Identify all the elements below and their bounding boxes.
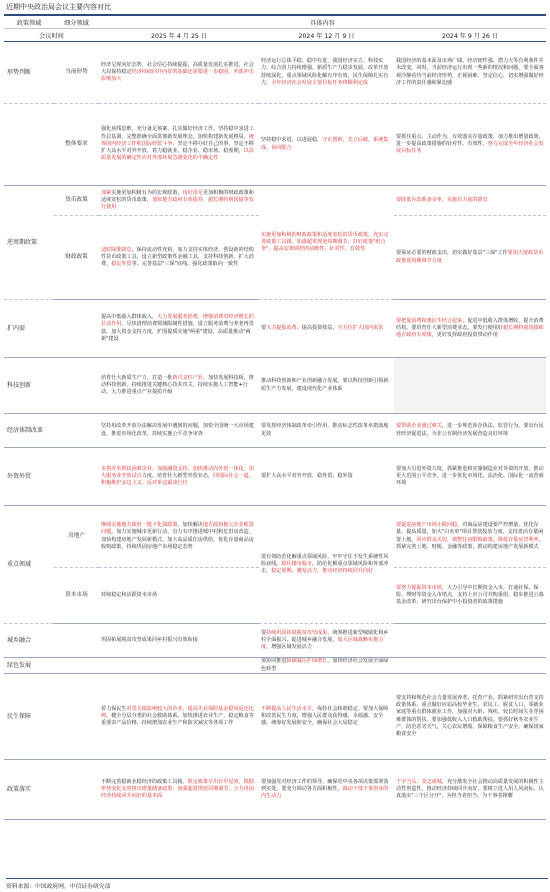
content-2024-09-26 <box>394 506 546 568</box>
sub-area-cell: 当前形势 <box>54 42 99 104</box>
content-2025-04-25 <box>99 658 259 674</box>
content-text: ，保持社会和谐稳定。要加大保障和改善民生力度，增强人民群众获得感、幸福感、安全感。统筹好发展和安全，确保社会大局稳定 <box>261 705 389 727</box>
header-row-1 <box>4 16 546 29</box>
sub-area-cell: 房地产 <box>54 506 99 568</box>
content-2024-09-26 <box>394 674 546 760</box>
content-text: 全年经济社会发展主要目标任务将顺利完成 <box>271 79 368 86</box>
content-2025-04-25 <box>99 624 259 658</box>
content-text: 多措并举帮扶困难企业。加强融资支持。加快推动内外贸一体化 <box>101 465 244 472</box>
table-row <box>4 104 546 186</box>
content-text: 干字当头、众志成城 <box>396 778 442 785</box>
content-2024-12-09 <box>259 104 394 186</box>
content-2025-04-25 <box>99 358 259 414</box>
content-2024-09-26 <box>394 300 546 358</box>
content-text: 统筹国内经济工作和国际经贸斗争 <box>101 133 254 147</box>
content-text: ，进一步规范涉企执法、监管行为。要出台民营经济促进法，为非公有制经济发展营造良好环境 <box>396 423 544 437</box>
content-text: ，统筹推进新型城镇化和乡村全面振兴，促进城乡融合发展。 <box>261 629 389 643</box>
content-text: 守正创新、先立后破，系统集成、协同配合 <box>261 137 389 151</box>
table-caption: 近期中央政治局会议主要内容对比 <box>4 0 546 16</box>
content-text: 继续实施地方政府一揽子化债政策 <box>101 521 178 528</box>
table-row <box>4 358 546 414</box>
policy-area-cell: 经济体制改革 <box>4 414 54 448</box>
sub-area-cell <box>54 414 99 448</box>
content-text: 对受关税影响较大的企业，提高失业保险基金稳岗返还比例 <box>101 705 254 719</box>
policy-area-cell: 绿色发展 <box>4 658 54 674</box>
sub-area-cell: 货币政策 <box>54 186 99 216</box>
content-text: ，更好发挥政府投资带动作用 <box>431 332 498 339</box>
policy-area-cell: 重点领域 <box>4 506 54 624</box>
content-text: ，加快经济社会发展全面绿色转型 <box>261 658 389 672</box>
content-text: 不断完善稳就业稳经济的政策工具箱， <box>101 778 188 785</box>
content-2024-12-09 <box>259 674 394 760</box>
content-text: ，充实完善政策工具箱，加强超常规逆周期调节 <box>261 231 389 245</box>
content-text: 坚持用改革开放办法解决发展中遇到的问题，加快全国统一大市场建设，推进市场化改革，持续实施公平竞争审查 <box>101 423 254 437</box>
content-text: 新兴支柱产业 <box>172 374 203 381</box>
content-text: ，充分激发全社会推动高质量发展的积极性主动性创造性，推动经济持续回升向好。要树立选人用人风向标，认真落实"三个区分开"，为担当者担当、为干事者撑腰 <box>396 778 544 800</box>
content-text: 要支持和规范社会力量发展养老、托育产业，抓紧研究出台育支持政策体系。重点做好应届高校毕业生、农民工、脱贫人口、零就业家庭等重点群体就业工作，加强对大龄、残疾、较长时间失业等困难群体的帮扶。要加强低收入人口救助帮扶。要抓好秋冬农业生产，防范恶劣天气，关心农民增收、保障粮食生产安全，确保国家粮食安全 <box>396 694 544 738</box>
content-2025-04-25 <box>99 104 259 186</box>
content-text: 努力完成全年经济社会发展目标任务 <box>396 140 544 155</box>
content-text: 要保证必要的财政支出，切实做好基层"三保"工作 <box>396 250 508 257</box>
content-text: 用好用足 <box>182 189 203 196</box>
content-text: 要有效防范化解重点领域风险，牢牢守住不发生系统性风险底线。 <box>261 553 389 567</box>
content-2025-04-25 <box>99 186 259 216</box>
sub-area-cell <box>54 358 99 414</box>
content-text: 不断提高人民生活水平 <box>261 705 312 712</box>
content-text: 巩固拓展脱贫攻坚成果同乡村振兴有效衔接 <box>101 636 198 643</box>
content-text: 要加大引进外资力度，抓紧推进和实施制造业对外资的开放，推动更大范围公平竞争。进一步优化市场化、法治化、国际化一流营商环境 <box>396 465 544 487</box>
content-text: 经济持续回升向好的基础还需要进一步稳固，外部冲击影响加大 <box>101 68 254 83</box>
header-row-2 <box>4 29 546 42</box>
content-text: 调动干部干事创业的内生动力 <box>261 785 389 800</box>
content-2024-12-09 <box>259 760 394 820</box>
policy-area-cell: 城乡融合 <box>4 624 54 658</box>
table-row <box>4 674 546 760</box>
table-row <box>4 300 546 358</box>
content-text: 以高质量发展的确定性应对外部环境急剧变化的不确定性 <box>101 148 254 162</box>
content-text: 大力提振消费 <box>266 324 297 331</box>
content-text: 。健全分层分类的社会救助体系。加快推进农业生产，稳定粮食等重要农产品价格，持续增加农业生产和防灾减灾等各项工作 <box>101 712 254 727</box>
content-text: 要协同推进 <box>261 658 287 665</box>
policy-area-cell: 扩内需 <box>4 300 54 358</box>
content-2024-12-09 <box>259 506 394 624</box>
content-2024-09-26 <box>394 448 546 506</box>
content-text: 坚持稳中求进、以进促稳， <box>261 137 323 144</box>
content-text: ，促进中低收入群体增收，提升消费结构。要培育壮大新型消费业态。要发行使用好 <box>396 317 544 331</box>
content-text: ，大力引导中长期资金入市，打通社保、保险、理财等资金入市堵点，支持上市公司并购重组，稳步推进公募基金改革，研究出台保护中小投资者的政策措施 <box>396 584 544 606</box>
table-row <box>4 414 546 448</box>
content-text: 要降低存款准备金率，实施有力度的降息 <box>396 196 488 203</box>
content-text: 稳定外贸 <box>111 261 132 268</box>
content-2024-12-09 <box>259 300 394 358</box>
header-sub-area: 细分领域 <box>54 16 99 29</box>
content-text: 要促进房地产市场止跌回稳 <box>396 521 458 528</box>
content-2024-09-26 <box>394 104 546 186</box>
content-2025-04-25 <box>99 414 259 448</box>
content-text: ，保持流动性充裕，加力支持实体经济。创设新的结构性货币政策工具，设立新型政策性金融工具，支持科技创新、扩大消费、 <box>101 246 254 268</box>
content-text: 。尽快清理消费领域限制性措施，设立服务消费与养老再贷款。加大资金支持力度，扩围提质实施"两重"建设，高质量推动"两新"建设 <box>101 321 254 342</box>
content-2024-09-26 <box>394 42 546 104</box>
content-text: 实施更加积极有为的宏观政策， <box>111 189 183 196</box>
content-text: 同国际社会一道，积极维护多边主义，反对单边霸凌行径 <box>101 472 254 487</box>
sub-area-cell <box>54 658 99 674</box>
content-text: 要发挥经济体制改革牵引作用，推动标志性改革举措落地见效 <box>261 423 389 437</box>
content-text: 全方位扩大国内需求 <box>337 324 384 331</box>
content-text: 强化底线思维，充分备足预案，扎实做好经济工作。坚持稳中求进工作总基调，完整准确全面贯彻新发展理念，加快构建新发展格局， <box>101 126 254 140</box>
content-2024-12-09 <box>259 358 394 414</box>
content-2024-12-09 <box>259 448 394 506</box>
sub-area-cell <box>54 674 99 760</box>
header-date-2025-04-25: 2025 年 4 月 25 日 <box>99 29 259 42</box>
table-row <box>4 186 546 216</box>
header-meeting-time: 会议时间 <box>4 29 99 42</box>
content-2024-09-26 <box>394 624 546 658</box>
content-text: 加紧 <box>101 189 112 196</box>
content-2024-12-09 <box>259 414 394 448</box>
content-text: 提高中低收入群体收入， <box>101 313 158 320</box>
content-text: ，对商品房建设要严控增量、优化存量、提高质量，加大"白名单"项目贷款投放力度，支持盘活存量闲置土地。 <box>396 521 544 543</box>
content-text: 要加大财政货币政策逆周期调节力度 <box>396 250 544 264</box>
source-note: 资料来源：中国政府网，中信证券研究部 <box>6 878 548 890</box>
sub-area-cell: 财政政策 <box>54 216 99 300</box>
content-text: 我国经济的基本面及市场广阔、经济韧性强、潜力大等有利条件并未改变。同时，当前经济运行出现一些新的情况和问题，要全面客观冷静看待当前经济形势，正视困难、坚定信心，切实增强做好经济工作的责任感和紧迫感 <box>396 57 544 86</box>
content-text: ，打好政策"组合拳"，提高宏观调控的前瞻性、针对性、有效性 <box>261 238 386 253</box>
sub-area-cell <box>54 448 99 506</box>
content-text: 大力发展服务消费，增强消费对经济增长的拉动作用 <box>101 313 254 328</box>
sub-area-cell: 资本市场 <box>54 568 99 624</box>
header-policy-area: 政策领域 <box>4 16 54 29</box>
content-text: 。加力实施城市更新行动，有力有序推进城中村和危旧房改造。加快构建房地产发展新模式，加大高品质住房供给，优化存量商品房收购政策，持续巩固房地产市场稳定态势 <box>101 529 254 550</box>
table-row <box>4 506 546 568</box>
content-2024-09-26 <box>394 216 546 300</box>
content-2024-12-09 <box>259 624 394 658</box>
policy-area-cell: 形势判断 <box>4 42 54 104</box>
content-text: 回应群众关切，调整住房限购政策，降低存量房贷利率 <box>416 536 539 543</box>
content-text: 。加大服务业开放试点 <box>101 465 254 479</box>
content-text: 力度，培育壮大新型外贸业态， <box>141 472 214 479</box>
table-row <box>4 760 546 820</box>
content-text: 。加快发展科技板，推动科技创新。持续推进关键核心技术攻关。持续实施人工智能+行动。大力推进重点产业提质升级 <box>101 374 254 396</box>
content-text: ，坚定不移办好自己的事，坚定不移扩大高水平对外开放，着力稳就业、稳企业、稳市场、稳预期， <box>101 140 254 155</box>
sub-area-cell <box>54 624 99 658</box>
content-text: ，抓紧完善土地、财税、金融等政策，推动构建房地产发展新模式 <box>396 536 544 550</box>
content-2025-04-25 <box>99 760 259 820</box>
sub-area-cell: 整体要求 <box>54 104 99 186</box>
content-text: 既定政策早出台早见效，根据形势变化及时推出增量储备政策，加强超常规逆周期调节，全力巩固经济持续回升向好的基本面 <box>101 778 254 800</box>
comparison-table <box>4 16 546 820</box>
content-2024-12-09 <box>259 658 394 674</box>
table-row <box>4 448 546 506</box>
content-text: 加大区域战略实施力度 <box>261 636 384 651</box>
content-2024-12-09 <box>259 186 394 300</box>
table-row <box>4 624 546 658</box>
content-text: 要 <box>261 629 267 636</box>
policy-area-cell <box>4 104 54 186</box>
content-text: 要扩大高水平对外开放，稳外贸、稳外资 <box>261 472 353 479</box>
policy-area-cell: 逆周期政策 <box>4 186 54 300</box>
content-text: ，防范化解重点领域风险和外部冲击， <box>261 560 389 575</box>
content-text: 加快地方政府专项债券、超长期特别国债等发行使用 <box>101 196 254 211</box>
content-text: 经济呈现向好态势，社会信心持续提振，高质量发展扎实推进，社会大局保持稳定 <box>101 61 254 75</box>
content-2024-09-26 <box>394 358 546 414</box>
content-text: 稳定预期、激发活力，推动经济持续回升向好 <box>271 568 374 575</box>
content-text: 实施更加积极的财政政策和适度宽松的货币政策 <box>261 231 368 238</box>
content-2024-09-26 <box>394 186 546 216</box>
policy-area-cell: 政策落实 <box>4 760 54 820</box>
header-date-2024-12-09: 2024 年 12 月 9 日 <box>259 29 394 42</box>
content-text: 、提高投资效益， <box>296 324 338 331</box>
content-text: 要 <box>261 324 267 331</box>
content-text: ，增强区域发展活力 <box>266 644 312 651</box>
policy-area-cell: 外资外贸 <box>4 448 54 506</box>
table-body <box>4 42 546 820</box>
content-text: 更加积极的财政政策和适度宽松的货币政策， <box>101 189 254 203</box>
content-text: 培育壮大新质生产力，打造一批 <box>101 374 173 381</box>
content-2024-12-09 <box>259 42 394 104</box>
content-2025-04-25 <box>99 42 259 104</box>
content-2025-04-25 <box>99 216 259 300</box>
table-row <box>4 658 546 674</box>
content-text: 推动科技创新和产业创新融合发展。要以科技创新引领新质生产力发展，建设现代化产业体系 <box>261 378 389 392</box>
policy-area-cell: 科技创新 <box>4 358 54 414</box>
content-2024-09-26 <box>394 568 546 624</box>
content-text: 着力保民生 <box>101 705 127 712</box>
content-text: 要加强党对经济工作的领导，确保党中央各项决策部署落到实处。要充分调动各方面积极性， <box>261 778 389 792</box>
content-text: 经济运行总体平稳、稳中有进，我国经济实力、科技实力、综合国力持续增强。新质生产力稳步发展，改革开放持续深化，重点领域风险化解有序有效，民生保障扎实有力， <box>261 57 389 86</box>
content-text: 超长期特别国债和地方政府专项债 <box>396 324 544 339</box>
content-text: 等。完善基层"三保"底线。强化政策取向一致性 <box>131 261 239 268</box>
content-text: 要抓住重点、主动作为，有效落实存量政策，加力推出增量政策，进一步提高政策措施的针对性、有效性， <box>396 133 544 147</box>
content-2024-09-26 <box>394 760 546 820</box>
content-text: 稳住楼市股市 <box>281 560 312 567</box>
content-text: 要努力提振资本市场 <box>396 584 442 591</box>
content-text: 地方政府拖欠企业账款问题 <box>101 521 254 536</box>
content-2024-09-26 <box>394 658 546 674</box>
content-text: ，加快解决 <box>177 521 203 528</box>
header-date-2024-09-26: 2024 年 9 月 26 日 <box>394 29 546 42</box>
content-text: 要帮助企业渡过难关 <box>396 423 442 430</box>
content-2025-04-25 <box>99 506 259 568</box>
sub-area-cell <box>54 760 99 820</box>
sub-area-cell <box>54 300 99 358</box>
header-content: 具体内容 <box>99 16 546 29</box>
content-text: 持续稳定和活跃资本市场 <box>101 591 158 598</box>
content-text: 降碳减污扩绿增长 <box>286 658 328 665</box>
content-2025-04-25 <box>99 300 259 358</box>
content-text: 要把促消费和惠民生结合起来 <box>396 317 463 324</box>
content-2025-04-25 <box>99 568 259 624</box>
content-text: 适时降准降息 <box>101 246 132 253</box>
content-text: 持续巩固拓展脱贫攻坚成果 <box>266 629 328 636</box>
content-2024-09-26 <box>394 414 546 448</box>
content-2025-04-25 <box>99 448 259 506</box>
content-2025-04-25 <box>99 674 259 760</box>
policy-area-cell: 民生保障 <box>4 674 54 760</box>
table-row <box>4 42 546 104</box>
